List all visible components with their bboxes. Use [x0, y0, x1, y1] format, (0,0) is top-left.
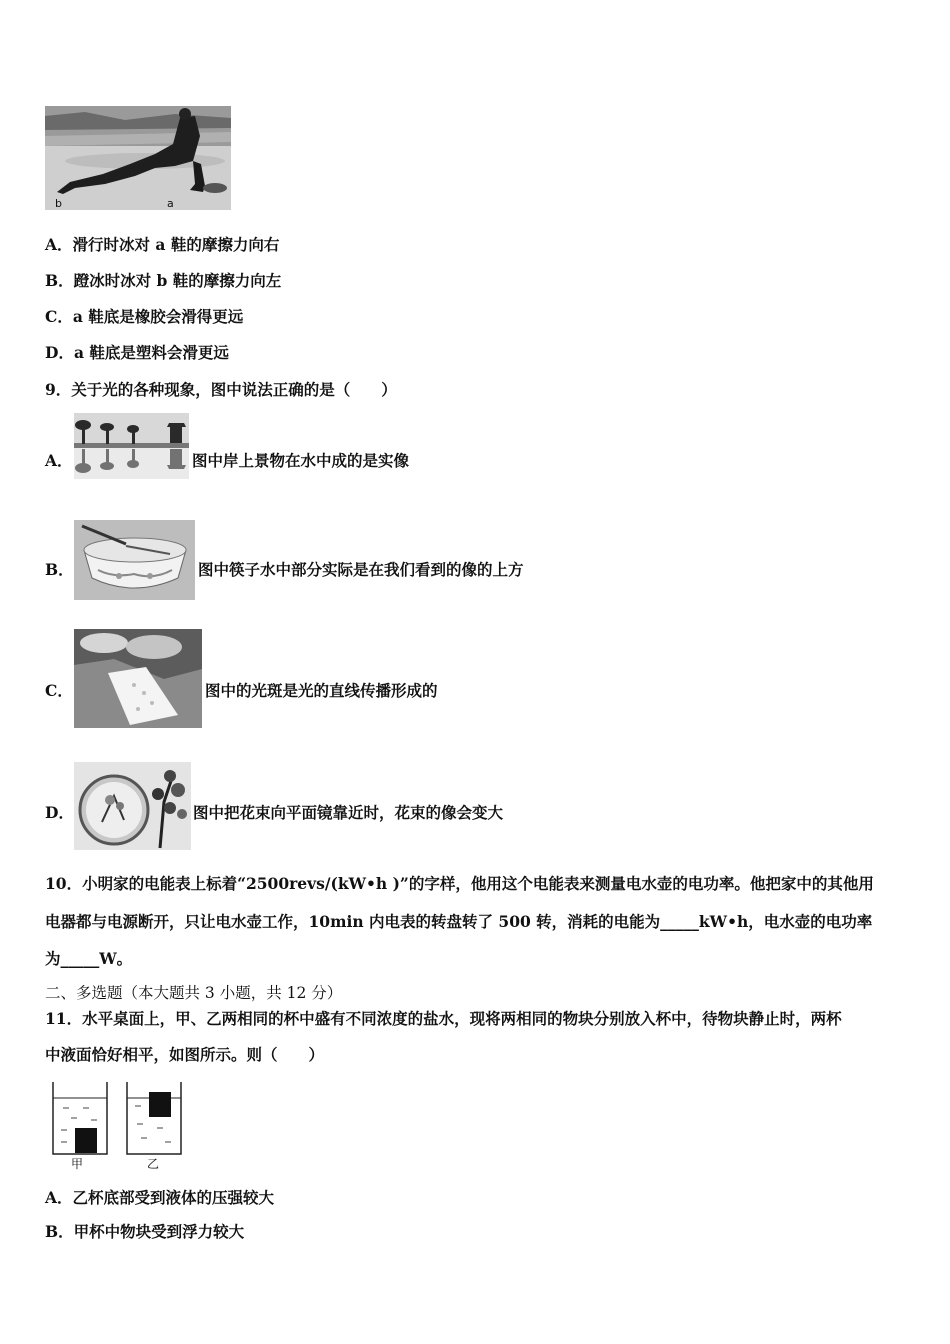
- cup-label-jia: 甲: [71, 1157, 84, 1171]
- q10-line-2: 电器都与电源断开，只让电水壶工作，10min 内电表的转盘转了 500 转，消耗的电能为_____kW•h，电水壶的电功率: [45, 912, 873, 931]
- beakers-figure: [45, 1078, 190, 1172]
- option-letter: A．: [45, 235, 73, 254]
- option-text: a 鞋底是橡胶会滑得更远: [72, 307, 244, 326]
- q11-option-b: [45, 1222, 244, 1242]
- q10-line-1: 10．小明家的电能表上标着“2500revs/(kW•h )”的字样，他用这个电能表来测量电水壶的电功率。他把家中的其他用: [45, 874, 874, 893]
- q11-option-a: [45, 1188, 274, 1208]
- q11-line-1: 11．水平桌面上，甲、乙两相同的杯中盛有不同浓度的盐水，现将两相同的物块分别放入杯中，待物块静止时，两杯: [45, 1009, 842, 1028]
- option-text: a 鞋底是塑料会滑更远: [73, 343, 229, 362]
- q9-option-c-text: 图中的光斑是光的直线传播形成的: [205, 681, 438, 700]
- option-text: 甲杯中物块受到浮力较大: [73, 1222, 245, 1241]
- option-letter: B．: [45, 1222, 74, 1241]
- q9-option-d-text: 图中把花束向平面镜靠近时，花束的像会变大: [193, 803, 504, 822]
- q9-option-d-letter: D．: [45, 803, 74, 822]
- option-text: 蹬冰时冰对 b 鞋的摩擦力向左: [73, 271, 282, 290]
- chopstick-bowl-photo: [74, 520, 195, 600]
- q9-option-b-text: 图中筷子水中部分实际是在我们看到的像的上方: [198, 560, 524, 579]
- cup-label-yi: 乙: [147, 1157, 160, 1171]
- q8-option-d: [45, 343, 229, 363]
- q8-option-b: [45, 271, 281, 291]
- label-b: b: [55, 197, 62, 210]
- q9-option-c-letter: C．: [45, 681, 73, 700]
- q8-option-c: [45, 307, 243, 327]
- q9-option-a-text: 图中岸上景物在水中成的是实像: [192, 451, 410, 470]
- reflection-photo: [74, 413, 189, 479]
- option-letter: B．: [45, 271, 74, 290]
- mirror-flowers-photo: [74, 762, 191, 850]
- q11-line-2: 中液面恰好相平，如图所示。则（ ）: [45, 1045, 325, 1064]
- skater-figure: [45, 106, 231, 210]
- section-heading: 二、多选题（本大题共 3 小题，共 12 分）: [45, 984, 343, 1002]
- q9-option-b-letter: B．: [45, 560, 74, 579]
- option-text: 滑行时冰对 a 鞋的摩擦力向右: [72, 235, 280, 254]
- label-a: a: [167, 197, 174, 210]
- option-letter: C．: [45, 307, 73, 326]
- light-spot-photo: [74, 629, 202, 728]
- q9-stem: 9．关于光的各种现象，图中说法正确的是（ ）: [45, 380, 397, 399]
- q9-option-a-letter: A．: [45, 451, 73, 470]
- option-letter: D．: [45, 343, 74, 362]
- option-letter: A．: [45, 1188, 73, 1207]
- q8-option-a: [45, 235, 279, 255]
- option-text: 乙杯底部受到液体的压强较大: [72, 1188, 275, 1207]
- q10-line-3: 为_____W。: [45, 949, 133, 968]
